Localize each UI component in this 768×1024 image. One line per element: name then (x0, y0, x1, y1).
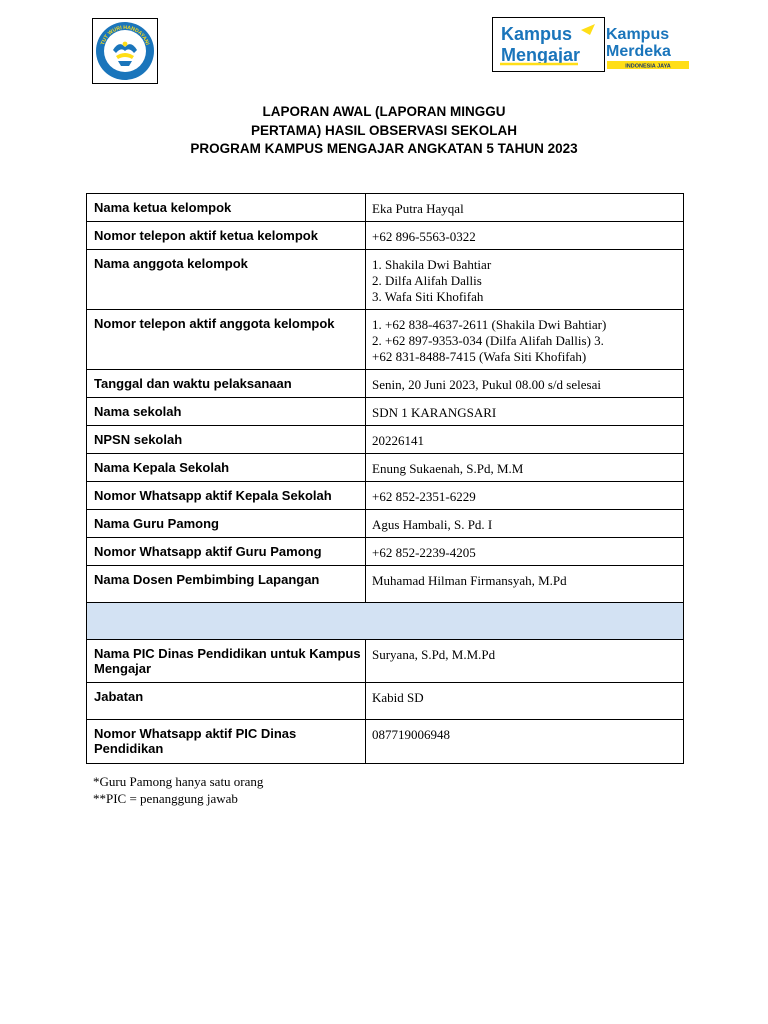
value-line: 087719006948 (372, 727, 450, 742)
row-label: Nama Guru Pamong (87, 510, 366, 538)
kampus-mengajar-logo (492, 17, 605, 72)
row-value (366, 426, 684, 454)
row-label: Nama Dosen Pembimbing Lapangan (87, 566, 366, 603)
table-row (87, 538, 684, 566)
row-label: Nama anggota kelompok (87, 250, 366, 310)
title-line-2: PERTAMA) HASIL OBSERVASI SEKOLAH (250, 122, 518, 138)
value-line: Kabid SD (372, 690, 424, 705)
table-row (87, 720, 684, 764)
row-value (366, 398, 684, 426)
row-label: Nama PIC Dinas Pendidikan untuk Kampus Mengajar (87, 640, 366, 683)
value-line: 20226141 (372, 433, 424, 448)
row-label: Jabatan (87, 683, 366, 720)
kampus-mengajar-line2: Mengajar (501, 45, 581, 65)
row-value (366, 538, 684, 566)
tut-wuri-handayani-emblem-icon (94, 20, 156, 82)
table-row (87, 398, 684, 426)
report-info-table (86, 193, 684, 764)
row-label: Tanggal dan waktu pelaksanaan (87, 370, 366, 398)
row-value (366, 454, 684, 482)
table-row (87, 310, 684, 370)
row-value (366, 566, 684, 603)
separator-cell (87, 603, 684, 640)
table-row (87, 426, 684, 454)
row-value (366, 222, 684, 250)
value-line: Agus Hambali, S. Pd. I (372, 517, 493, 532)
row-value (366, 683, 684, 720)
row-label: Nomor telepon aktif ketua kelompok (87, 222, 366, 250)
row-value (366, 510, 684, 538)
table-separator-row (87, 603, 684, 640)
emblem-ring-text: TUT WURI HANDAYANI (99, 24, 151, 46)
row-label: Nama Kepala Sekolah (87, 454, 366, 482)
value-line: +62 831-8488-7415 (Wafa Siti Khofifah) (372, 349, 587, 364)
row-value (366, 310, 684, 370)
table-row (87, 454, 684, 482)
kampus-merdeka-wordmark-icon (604, 24, 692, 72)
document-title (120, 103, 648, 159)
row-value (366, 194, 684, 222)
table-row (87, 510, 684, 538)
row-label: NPSN sekolah (87, 426, 366, 454)
value-line: 1. Shakila Dwi Bahtiar (372, 257, 492, 272)
row-value (366, 720, 684, 764)
table-row (87, 194, 684, 222)
row-label: Nama sekolah (87, 398, 366, 426)
table-row (87, 250, 684, 310)
value-line: 2. +62 897-9353-034 (Dilfa Alifah Dallis) 3. (372, 333, 604, 348)
row-label: Nomor Whatsapp aktif Kepala Sekolah (87, 482, 366, 510)
table-row (87, 683, 684, 720)
value-line: +62 896-5563-0322 (372, 229, 476, 244)
value-line: Muhamad Hilman Firmansyah, M.Pd (372, 573, 567, 588)
value-line: Eka Putra Hayqal (372, 201, 464, 216)
row-label: Nomor Whatsapp aktif PIC Dinas Pendidikan (87, 720, 366, 764)
value-line: Suryana, S.Pd, M.M.Pd (372, 647, 496, 662)
kampus-merdeka-line1: Kampus (606, 26, 670, 43)
value-line: +62 852-2351-6229 (372, 489, 476, 504)
table-row (87, 222, 684, 250)
table-row (87, 482, 684, 510)
row-label: Nama ketua kelompok (87, 194, 366, 222)
value-line: Senin, 20 Juni 2023, Pukul 08.00 s/d selesai (372, 377, 601, 392)
footnote-guru-pamong: *Guru Pamong hanya satu orang (93, 774, 264, 789)
kampus-merdeka-line2: Merdeka (606, 43, 671, 60)
value-line: 3. Wafa Siti Khofifah (372, 289, 484, 304)
kampus-mengajar-line1: Kampus (501, 24, 573, 44)
row-value (366, 482, 684, 510)
value-line: 1. +62 838-4637-2611 (Shakila Dwi Bahtiar) (372, 317, 607, 332)
row-value (366, 370, 684, 398)
title-line-3: PROGRAM KAMPUS MENGAJAR ANGKATAN 5 TAHUN 2023 (190, 141, 578, 156)
value-line: Enung Sukaenah, S.Pd, M.M (372, 461, 524, 476)
footnotes (93, 773, 263, 807)
kampus-merdeka-logo (604, 24, 692, 72)
kampus-mengajar-wordmark-icon (493, 18, 604, 71)
footnote-pic: **PIC = penanggung jawab (93, 791, 238, 806)
value-line: SDN 1 KARANGSARI (372, 405, 497, 420)
kampus-merdeka-tagline: INDONESIA JAYA (625, 63, 671, 70)
tut-wuri-handayani-logo (92, 18, 158, 84)
value-line: 2. Dilfa Alifah Dallis (372, 273, 482, 288)
table-row (87, 640, 684, 683)
table-row (87, 370, 684, 398)
value-line: +62 852-2239-4205 (372, 545, 476, 560)
table-row (87, 566, 684, 603)
title-line-1: LAPORAN AWAL (LAPORAN MINGGU (262, 104, 506, 119)
row-value (366, 250, 684, 310)
row-label: Nomor Whatsapp aktif Guru Pamong (87, 538, 366, 566)
row-label: Nomor telepon aktif anggota kelompok (87, 310, 366, 370)
row-value (366, 640, 684, 683)
